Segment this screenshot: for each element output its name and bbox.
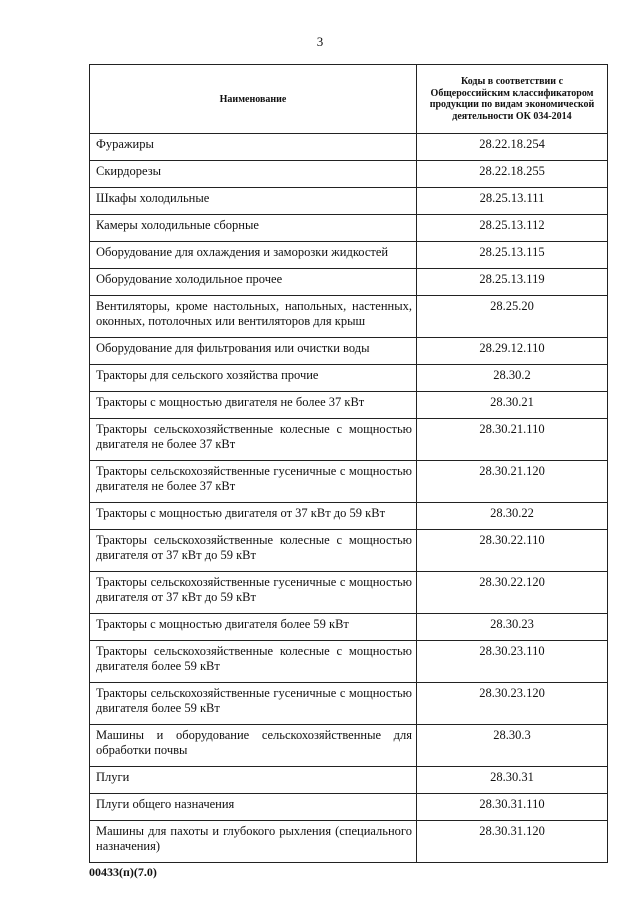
row-code: 28.29.12.110 <box>417 338 608 365</box>
row-name: Машины для пахоты и глубокого рыхления (специального назначения) <box>90 821 417 863</box>
codes-table <box>89 64 608 863</box>
row-code: 28.30.22 <box>417 503 608 530</box>
row-name: Вентиляторы, кроме настольных, напольных, настенных, оконных, потолочных или вентиляторов для крыш <box>90 296 417 338</box>
page-number: 3 <box>316 34 324 49</box>
table-row <box>90 365 608 392</box>
row-code: 28.30.23 <box>417 614 608 641</box>
table-row <box>90 161 608 188</box>
table-row <box>90 392 608 419</box>
table-row <box>90 614 608 641</box>
row-name: Тракторы с мощностью двигателя не более 37 кВт <box>90 392 417 419</box>
row-name: Шкафы холодильные <box>90 188 417 215</box>
table-row <box>90 215 608 242</box>
table-row <box>90 338 608 365</box>
row-name: Тракторы сельскохозяйственные гусеничные с мощностью двигателя от 37 кВт до 59 кВт <box>90 572 417 614</box>
row-code: 28.30.2 <box>417 365 608 392</box>
row-name: Тракторы сельскохозяйственные гусеничные с мощностью двигателя более 59 кВт <box>90 683 417 725</box>
table-row <box>90 503 608 530</box>
row-code: 28.30.22.120 <box>417 572 608 614</box>
row-code: 28.30.3 <box>417 725 608 767</box>
row-code: 28.25.13.111 <box>417 188 608 215</box>
row-code: 28.25.13.115 <box>417 242 608 269</box>
table-row <box>90 725 608 767</box>
row-name: Фуражиры <box>90 134 417 161</box>
row-code: 28.30.23.110 <box>417 641 608 683</box>
table-row <box>90 134 608 161</box>
row-code: 28.30.31 <box>417 767 608 794</box>
row-code: 28.22.18.254 <box>417 134 608 161</box>
table-row <box>90 821 608 863</box>
row-code: 28.30.21 <box>417 392 608 419</box>
row-name: Машины и оборудование сельскохозяйственные для обработки почвы <box>90 725 417 767</box>
document-code: 00433(п)(7.0) <box>89 865 157 879</box>
table-row <box>90 461 608 503</box>
table-row <box>90 242 608 269</box>
row-name: Камеры холодильные сборные <box>90 215 417 242</box>
table-row <box>90 188 608 215</box>
row-name: Тракторы сельскохозяйственные гусеничные с мощностью двигателя не более 37 кВт <box>90 461 417 503</box>
row-name: Тракторы для сельского хозяйства прочие <box>90 365 417 392</box>
row-code: 28.30.23.120 <box>417 683 608 725</box>
table-header-row <box>90 65 608 134</box>
table-row <box>90 767 608 794</box>
table-row <box>90 794 608 821</box>
row-code: 28.30.21.110 <box>417 419 608 461</box>
row-name: Плуги <box>90 767 417 794</box>
table-row <box>90 530 608 572</box>
header-name: Наименование <box>90 65 417 134</box>
row-code: 28.22.18.255 <box>417 161 608 188</box>
row-code: 28.30.31.120 <box>417 821 608 863</box>
table-row <box>90 641 608 683</box>
table-row <box>90 572 608 614</box>
row-name: Оборудование для охлаждения и заморозки жидкостей <box>90 242 417 269</box>
row-name: Тракторы сельскохозяйственные колесные с мощностью двигателя не более 37 кВт <box>90 419 417 461</box>
row-name: Скирдорезы <box>90 161 417 188</box>
row-code: 28.30.21.120 <box>417 461 608 503</box>
row-code: 28.25.13.112 <box>417 215 608 242</box>
row-name: Оборудование холодильное прочее <box>90 269 417 296</box>
row-code: 28.25.13.119 <box>417 269 608 296</box>
row-name: Тракторы сельскохозяйственные колесные с мощностью двигателя более 59 кВт <box>90 641 417 683</box>
header-code: Коды в соответствии с Общероссийским классификатором продукции по видам экономической деятельности ОК 034-2014 <box>417 65 608 134</box>
row-name: Оборудование для фильтрования или очистки воды <box>90 338 417 365</box>
row-name: Тракторы сельскохозяйственные колесные с мощностью двигателя от 37 кВт до 59 кВт <box>90 530 417 572</box>
table-row <box>90 419 608 461</box>
row-code: 28.25.20 <box>417 296 608 338</box>
table-row <box>90 683 608 725</box>
row-code: 28.30.31.110 <box>417 794 608 821</box>
table-row <box>90 269 608 296</box>
table-row <box>90 296 608 338</box>
row-name: Плуги общего назначения <box>90 794 417 821</box>
row-name: Тракторы с мощностью двигателя от 37 кВт до 59 кВт <box>90 503 417 530</box>
row-name: Тракторы с мощностью двигателя более 59 кВт <box>90 614 417 641</box>
row-code: 28.30.22.110 <box>417 530 608 572</box>
